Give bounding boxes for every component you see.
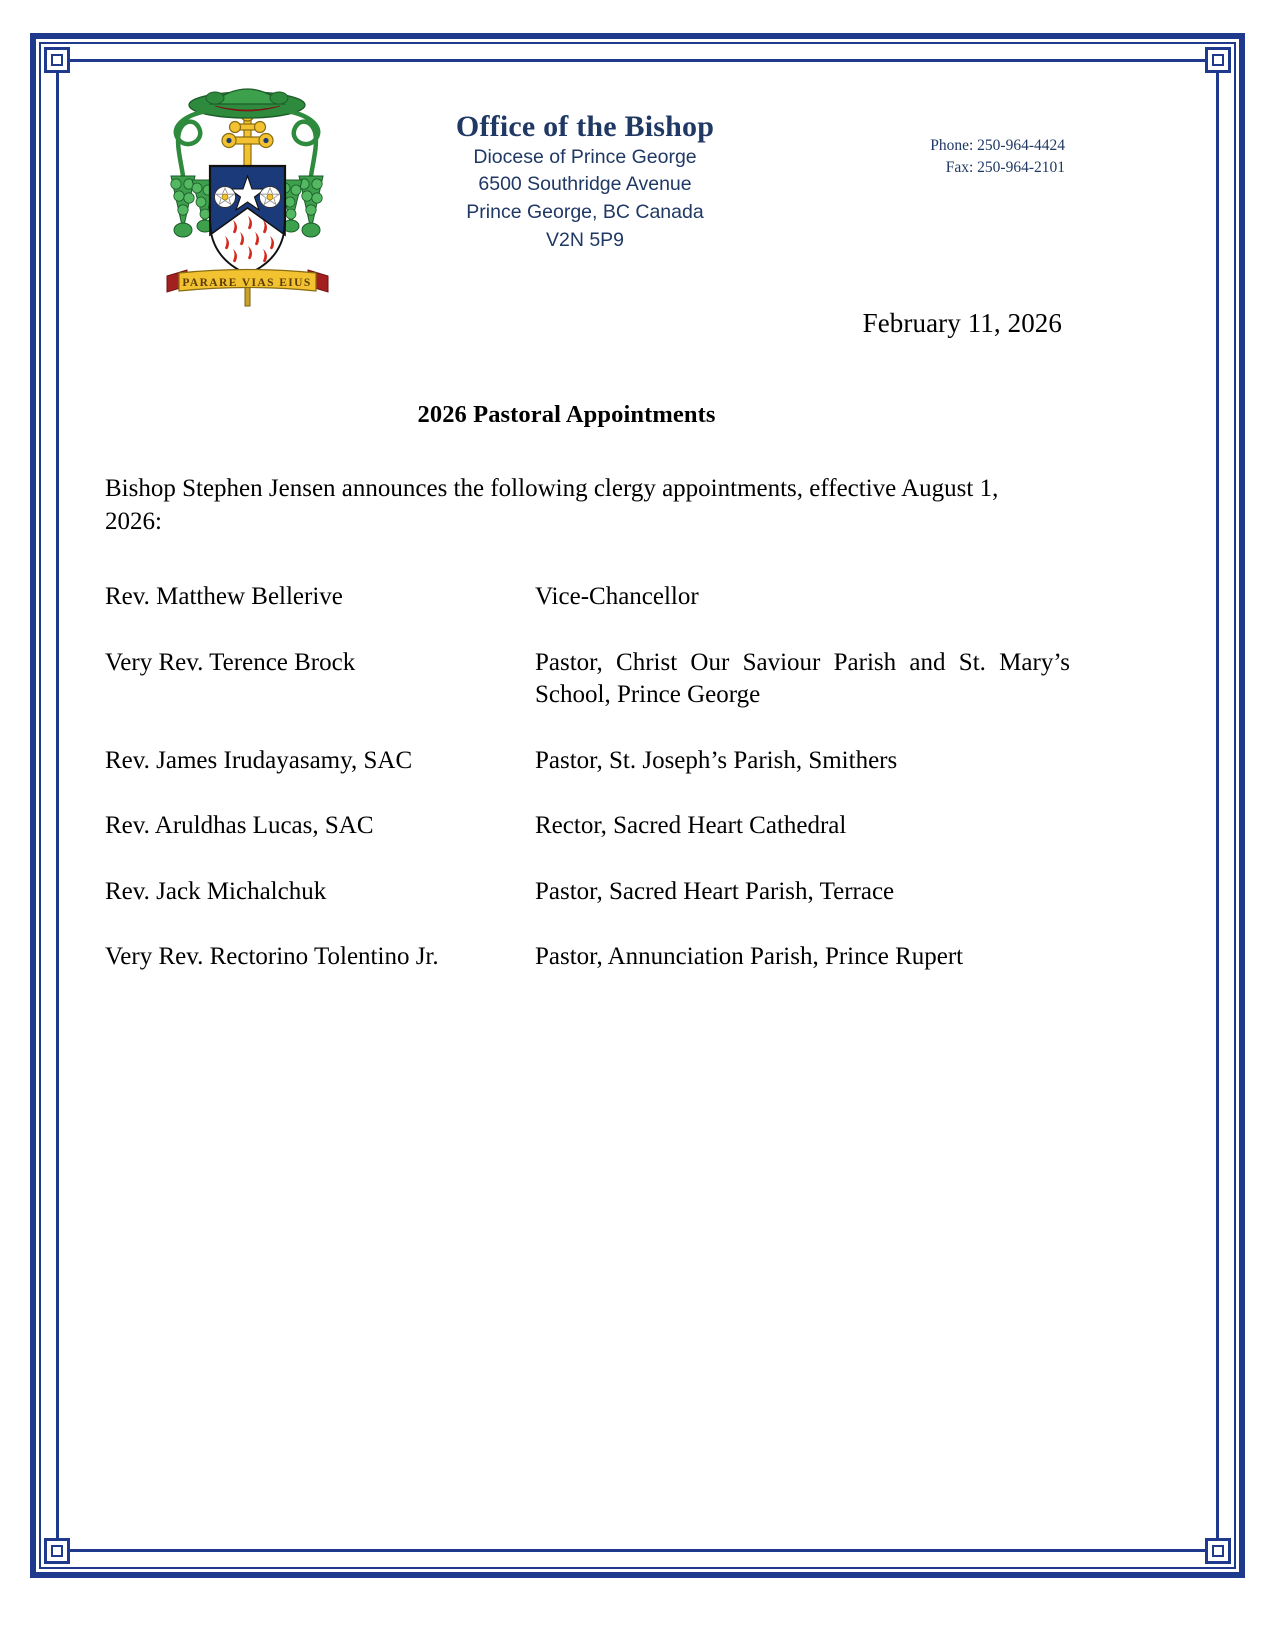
border-corner-top-right <box>1205 47 1231 73</box>
office-title: Office of the Bishop <box>455 110 715 143</box>
phone-number: Phone: 250-964-4424 <box>930 137 1065 154</box>
contact-block <box>845 135 1065 178</box>
appointment-row <box>105 745 1070 778</box>
intro-paragraph: Bishop Stephen Jensen announces the following clergy appointments, effective August 1, 2026: <box>105 475 999 535</box>
letterhead <box>105 75 1070 290</box>
appointment-name: Rev. James Irudayasamy, SAC <box>105 746 413 774</box>
address-line-3: Prince George, BC Canada <box>466 200 704 223</box>
appointment-row <box>105 647 1070 712</box>
appointment-name: Rev. Jack Michalchuk <box>105 877 327 905</box>
border-corner-top-left <box>44 47 70 73</box>
coat-of-arms-icon <box>145 80 350 305</box>
fax-number: Fax: 250-964-2101 <box>945 158 1065 176</box>
appointments-list <box>105 581 1070 974</box>
appointment-name: Very Rev. Terence Brock <box>105 648 356 676</box>
appointment-role: Pastor, St. Joseph’s Parish, Smithers <box>535 746 898 774</box>
appointment-role: Pastor, Christ Our Saviour Parish and St. Mary’s School, Prince George <box>535 648 1070 708</box>
appointment-role: Rector, Sacred Heart Cathedral <box>535 812 847 839</box>
address-line-1: Diocese of Prince George <box>473 145 697 168</box>
masthead <box>405 110 765 254</box>
letter-date: February 11, 2026 <box>862 308 1062 338</box>
document-title: 2026 Pastoral Appointments <box>417 401 716 428</box>
appointment-row <box>105 876 1070 909</box>
appointment-row <box>105 581 1070 614</box>
border-corner-bottom-right <box>1205 1538 1231 1564</box>
appointment-role: Pastor, Annunciation Parish, Prince Rupert <box>535 943 964 970</box>
appointment-row <box>105 941 1070 974</box>
appointment-role: Vice-Chancellor <box>535 583 699 610</box>
border-corner-bottom-left <box>44 1538 70 1564</box>
address-line-4: V2N 5P9 <box>545 228 625 251</box>
motto-text: PARARE VIAS EIUS <box>182 277 312 289</box>
appointment-name: Rev. Aruldhas Lucas, SAC <box>105 812 374 839</box>
appointment-role: Pastor, Sacred Heart Parish, Terrace <box>535 877 895 905</box>
appointment-row <box>105 810 1070 843</box>
appointment-name: Rev. Matthew Bellerive <box>105 583 343 610</box>
appointment-name: Very Rev. Rectorino Tolentino Jr. <box>105 943 439 970</box>
document-content <box>105 75 1070 1495</box>
address-line-2: 6500 Southridge Avenue <box>478 173 692 196</box>
